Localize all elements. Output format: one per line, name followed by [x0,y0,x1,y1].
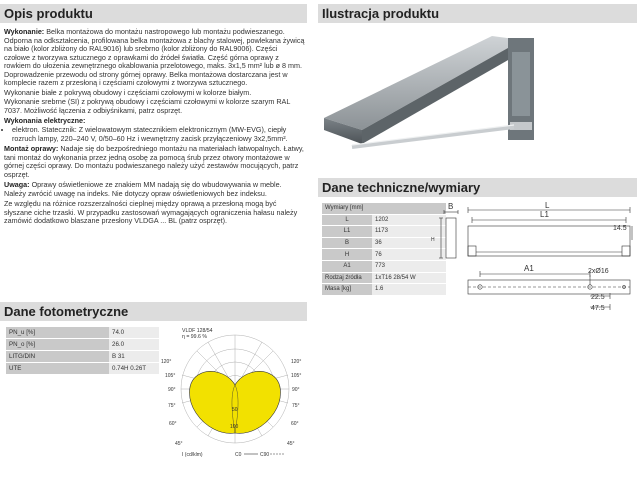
luminaire-end-cap-panel [512,52,530,116]
dimension-key: A1 [322,260,372,272]
table-row [6,351,159,363]
polar-c90-legend: C90 [260,452,270,458]
desc-thermal-note: Ze względu na różnice rozszerzalności cieplnej między oprawą a przesłoną mogą być słyszane ciche trzaski. W przypadku zastosowań wymagających ograniczenia hałasu należy zamówić dodatkowo blaszane przesłony VLDGA ... BL (patrz osprzęt). [4,199,298,226]
dimension-value: 1173 [372,226,446,238]
dim-B-label: B [448,202,454,211]
angle-label: 90° [292,387,300,393]
angle-label: 45° [175,441,183,447]
desc-silver-version: Wykonanie srebrne (SI) z pokrywą obudowy i częściami czołowymi w kolorze szarym RAL 7037. Możliwość łączenia z odbiyśnikami, patrz osprzęt. [4,97,291,115]
dimension-key: B [322,237,372,249]
angle-label: 90° [168,387,176,393]
luminaire-top-face [324,36,522,130]
dimensions-header: Wymiary [mm] [322,203,446,214]
dim-22-5-label: 22.5 [591,294,605,301]
polar-unit: I (cd/klm) [182,452,203,458]
desc-electrical-label: Wykonania elektryczne: [4,116,86,126]
desc-white-version: Wykonanie białe z pokrywą obudowy i częściami czołowymi w kolorze białym. [4,87,252,97]
dimension-drawing [431,200,637,320]
desc-note [4,181,305,198]
table-row [6,327,159,339]
table-row [322,272,446,284]
light-distribution-diagram [160,325,310,460]
table-row [6,339,159,351]
photometric-value: B 31 [109,351,159,363]
photometric-key: PN_o [%] [6,339,109,351]
desc-construction-text: Belka montażowa do montażu nastropowego lub montażu podwieszanego. Odporna na odkształcenia, profilowana belka montażowa z blachy stalowej, powlekana żywicą na biało (kolor zbliżony do RAL9016) lub srebrno (kolor zbliżony do RAL9006). Części czołowe z tworzywa sztucznego z oprawkami do źródeł światła. Część górna oprawy z rowkiem do ułożenia zewnętrznego okablowania przelotowego, maks. 3x1,5 mm² lub ø 8 mm. Doprowadzenie przewodu od strony górnej oprawy. Belka montażowa dostarczana jest w komplecie razem z przesłoną i częściami czołowymi z tworzywa sztucznego. [4,27,305,88]
dim-14-5-label: 14.5 [613,225,627,232]
desc-mounting [4,145,305,179]
product-description [4,28,305,227]
photometric-heading: Dane fotometryczne [0,302,307,321]
dimension-key: H [322,249,372,261]
angle-label: 120° [291,359,302,365]
table-row [322,284,446,296]
table-row [322,226,446,238]
polar-title: VLDF 128/54 [182,328,213,334]
product-description-heading: Opis produktu [0,4,307,23]
dim-L1-label: L1 [540,210,549,219]
table-row [6,363,159,375]
desc-construction [4,28,305,88]
dimension-key: L1 [322,226,372,238]
technical-data-heading: Dane techniczne/wymiary [318,178,637,197]
dimension-key: L [322,214,372,226]
dimension-value: 36 [372,237,446,249]
desc-electrical-item: • elektron. Statecznik: Z wielowatowym statecznikiem elektronicznym (MW-EVG), ciepły rozruch lampy, 220–240 V, 0/50–60 Hz i wewnętrzny zacisk przyłączeniowy 3x2,5mm². [12,126,305,143]
photometric-key: PN_u [%] [6,327,109,339]
ring-label: 100 [230,424,239,430]
dim-L-label: L [545,201,550,210]
angle-label: 75° [168,403,176,409]
desc-mounting-label: Montaż oprawy: [4,144,59,154]
angle-label: 60° [169,421,177,427]
angle-label: 120° [161,359,172,365]
dimension-value: 1.6 [372,284,446,296]
angle-label: 105° [291,373,302,379]
polar-efficiency: η = 99.6 % [182,334,207,340]
desc-note-text: Oprawy oświetleniowe ze znakiem MM nadają się do wbudowywania w meble. Należy zwrócić uwagę na indeks. Nie dotyczy opraw oświetleniowych bez indeksu. [4,180,282,198]
table-row [322,260,446,272]
photometric-key: UTE [6,363,109,375]
dimension-value: 1202 [372,214,446,226]
polar-c0-legend: C0 [235,452,242,458]
illustration-heading: Ilustracja produktu [318,4,637,23]
product-image [322,26,537,166]
table-row [322,237,446,249]
dim-47-5-label: 47.5 [591,305,605,312]
front-view [468,201,632,256]
ring-label: 50 [232,407,238,413]
dimension-value: 1xT16 28/54 W [372,272,446,284]
photometric-value: 74.0 [109,327,159,339]
desc-mounting-text: Nadaje się do bezpośredniego montażu na materiałach łatwopalnych. Łatwy, tani montaż do wykonania przez jedną osobę za pomocą śrub przez otwory montażowe w górnej części oprawy. Do montażu podwieszanego należy użyć zestawów mocujących, patrz osprzęt. [4,144,304,179]
desc-construction-label: Wykonanie: [4,27,45,36]
desc-note-label: Uwaga: [4,180,30,190]
angle-label: 75° [292,403,300,409]
photometric-key: LITG/DIN [6,351,109,363]
dim-hole-label: 2xØ16 [588,268,609,275]
table-row [322,203,446,214]
angle-label: 45° [287,441,295,447]
angle-label: 105° [165,373,176,379]
photometric-value: 26.0 [109,339,159,351]
dim-H-label: H [431,237,435,243]
dimension-key: Rodzaj źródła [322,272,372,284]
top-view [468,264,630,312]
table-row [322,214,446,226]
dim-A1-label: A1 [524,264,534,273]
photometric-table [6,327,159,375]
photometric-value: 0.74H 0.26T [109,363,159,375]
table-row [322,249,446,261]
dimension-value: 76 [372,249,446,261]
angle-label: 60° [291,421,299,427]
dimensions-table [322,203,446,296]
dimension-value: 773 [372,260,446,272]
dimension-key: Masa [kg] [322,284,372,296]
